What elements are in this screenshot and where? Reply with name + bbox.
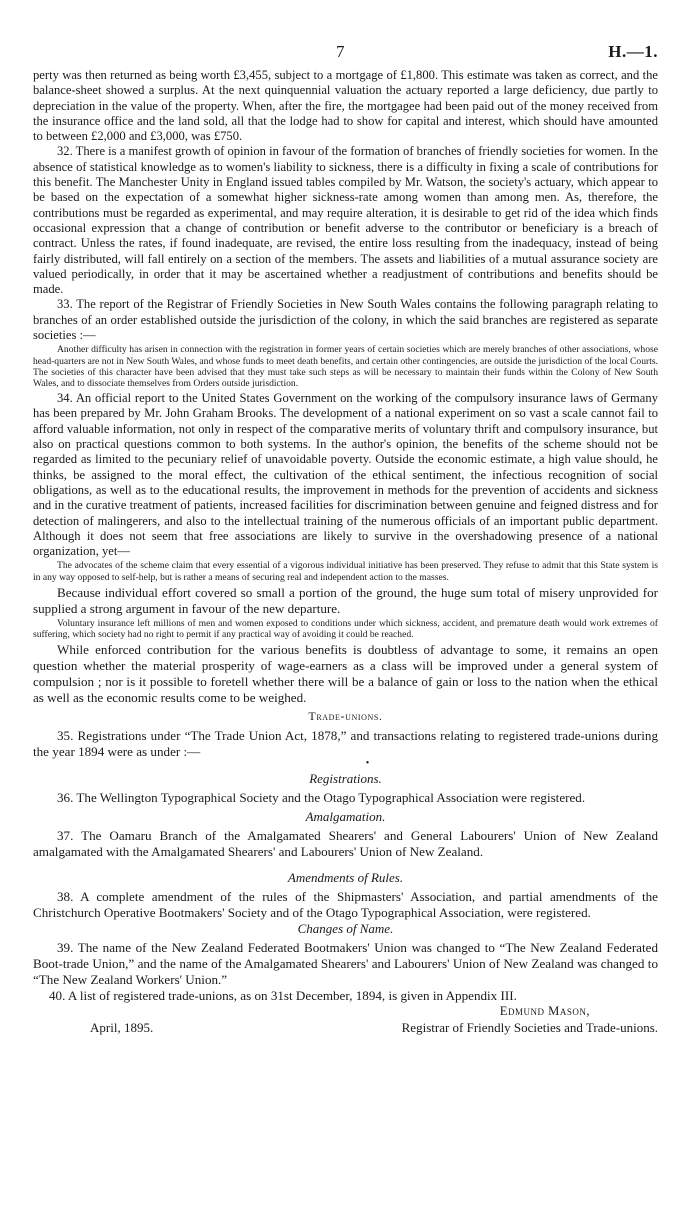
quotation-advocates: The advocates of the scheme claim that every essential of a vigorous individual initiative has been preserved. They refuse to admit that this State system is in any way opposed to self-help, but is rather a means of securing real and independent action to the masses. [33,560,658,583]
quotation-voluntary-insurance: Voluntary insurance left millions of men and women exposed to conditions under which sickness, accident, and premature death would work extremes of suffering, which society had no right to permit if any practical way of avoiding it could be reached. [33,617,658,641]
paragraph-38: 38. A complete amendment of the rules of the Shipmasters' Association, and partial amendments of the Christchurch Operative Bootmakers' Society and of the Otago Typographical Association, were registered. [33,889,658,921]
paragraph-34: 34. An official report to the United States Government on the working of the compulsory insurance laws of Germany has been prepared by Mr. John Graham Brooks. The development of a national experiment on so vast a scale cannot fail to afford valuable information, not only in respect of the comparative merits of voluntary thrift and compulsory insurance, but also on practical questions common to both systems. In the author's opinion, the benefits of the scheme should not be regarded as limited to the pecuniary relief of unavoidable poverty. Outside the economic estimate, a high value should, he thinks, be assigned to the moral effect, the cultivation of the ethical sentiment, the infectious recognition of social obligations, as well as to the educational results, the improvement in methods for the prevention of accidents and sickness and in the curative treatment of patients, increased facilities for discrimination between genuine and feigned distress and for detection of malingerers, and also to the intellectual training of the numerous officials of an important public department. Although it does not seem that free associations are likely to survive in the overshadowing presence of a national organization, yet— [33,391,658,559]
document-code: H.—1. [608,42,658,61]
paragraph-40: 40. A list of registered trade-unions, as on 31st December, 1894, is given in Appendix III. [49,988,517,1004]
paragraph-39: 39. The name of the New Zealand Federated Bootmakers' Union was changed to “The New Zealand Federated Boot-trade Union,” and the name of the Amalgamated Shearers' and Labourers' Union of New Zealand was changed to “The New Zealand Workers' Union.” [33,940,658,988]
paragraph-36: 36. The Wellington Typographical Society and the Otago Typographical Association were registered. [57,790,586,806]
page-number: 7 [336,42,345,61]
paragraph-32: 32. There is a manifest growth of opinion in favour of the formation of branches of friendly societies for women. In the absence of statistical knowledge as to women's liability to sickness, there is a difficulty in fixing a scale of contributions for this benefit. The Manchester Unity in England issued tables compiled by Mr. Watson, the society's actuary, which appear to be based on the expectation of a somewhat higher sickness-rate among women than among men. As, therefore, the contributions must be regarded as experimental, and may require alteration, it is desirable to get rid of the idea which finds occasional expression that a change of contribution or benefit adverse to the contributor or beneficiary is a breach of contract. Unless the rates, if found inadequate, are revised, the entire loss resulting from the inadequacy, instead of being fairly distributed, will fall entirely on a section of the members. The assets and liabilities of a mutual assurance society are valued periodically, in order that it may be ascertained whether a readjustment of contributions and benefits should be made. [33,144,658,297]
signature-date: April, 1895. [90,1020,154,1036]
heading-trade-unions: Trade-unions. [308,709,383,724]
signature-block [33,1019,658,1036]
heading-registrations: Registrations. [309,771,382,787]
signature-title: Registrar of Friendly Societies and Trade-unions. [401,1020,658,1036]
paragraph-33: 33. The report of the Registrar of Friendly Societies in New South Wales contains the following paragraph relating to branches of an order established outside the jurisdiction of the colony, in which the said branches are registered as separate societies :— [33,297,658,343]
heading-changes-of-name: Changes of Name. [297,921,394,937]
heading-amalgamation: Amalgamation. [305,809,386,825]
decorative-dot: • [365,758,370,770]
quotation-nsw-registrar: Another difficulty has arisen in connection with the registration in former years of certain societies which are merely branches of other associations, whose head-quarters are not in New South Wales, and whose funds to meet death benefits, and certain other contingencies, are outside the jurisdiction of the local Courts. The societies of this character have been advised that they must take such steps as will be necessary to maintain their funds within the Colony of New South Wales, and to dissociate themselves from Orders outside jurisdiction. [33,344,658,389]
paragraph-35: 35. Registrations under “The Trade Union Act, 1878,” and transactions relating to registered trade-unions during the year 1894 were as under :— [33,728,658,760]
heading-amendments-of-rules: Amendments of Rules. [287,870,404,886]
paragraph-34-enforced-contribution: While enforced contribution for the various benefits is doubtless of advantage to some, it remains an open question whether the material prosperity of wage-earners as a class will be improved under a general system of compulsion ; nor is it possible to foretell whether there will be a balance of gain or loss to the nation when the ethical as well as the economic results come to be weighed. [33,642,658,706]
signature-name: Edmund Mason, [499,1004,590,1019]
paragraph-37: 37. The Oamaru Branch of the Amalgamated Shearers' and General Labourers' Union of New Zealand amalgamated with the Amalgamated Shearers' and Labourers' Union of New Zealand. [33,828,658,860]
page-header [33,36,658,68]
paragraph-31-continuation: perty was then returned as being worth £3,455, subject to a mortgage of £1,800. This estimate was taken as correct, and the balance-sheet showed a surplus. At the next quinquennial valuation the actuary reported a large deficiency, due partly to depreciation in the value of the property. When, after the fire, the mortgagee had been paid out of the money received from the insurance office and the land sold, all that the lodge had to show for capital and interest, which should have amounted to between £2,000 and £3,000, was £750. [33,68,658,144]
paragraph-34-individual-effort: Because individual effort covered so small a portion of the ground, the huge sum total of misery unprovided for supplied a strong argument in favour of the new departure. [33,584,658,616]
